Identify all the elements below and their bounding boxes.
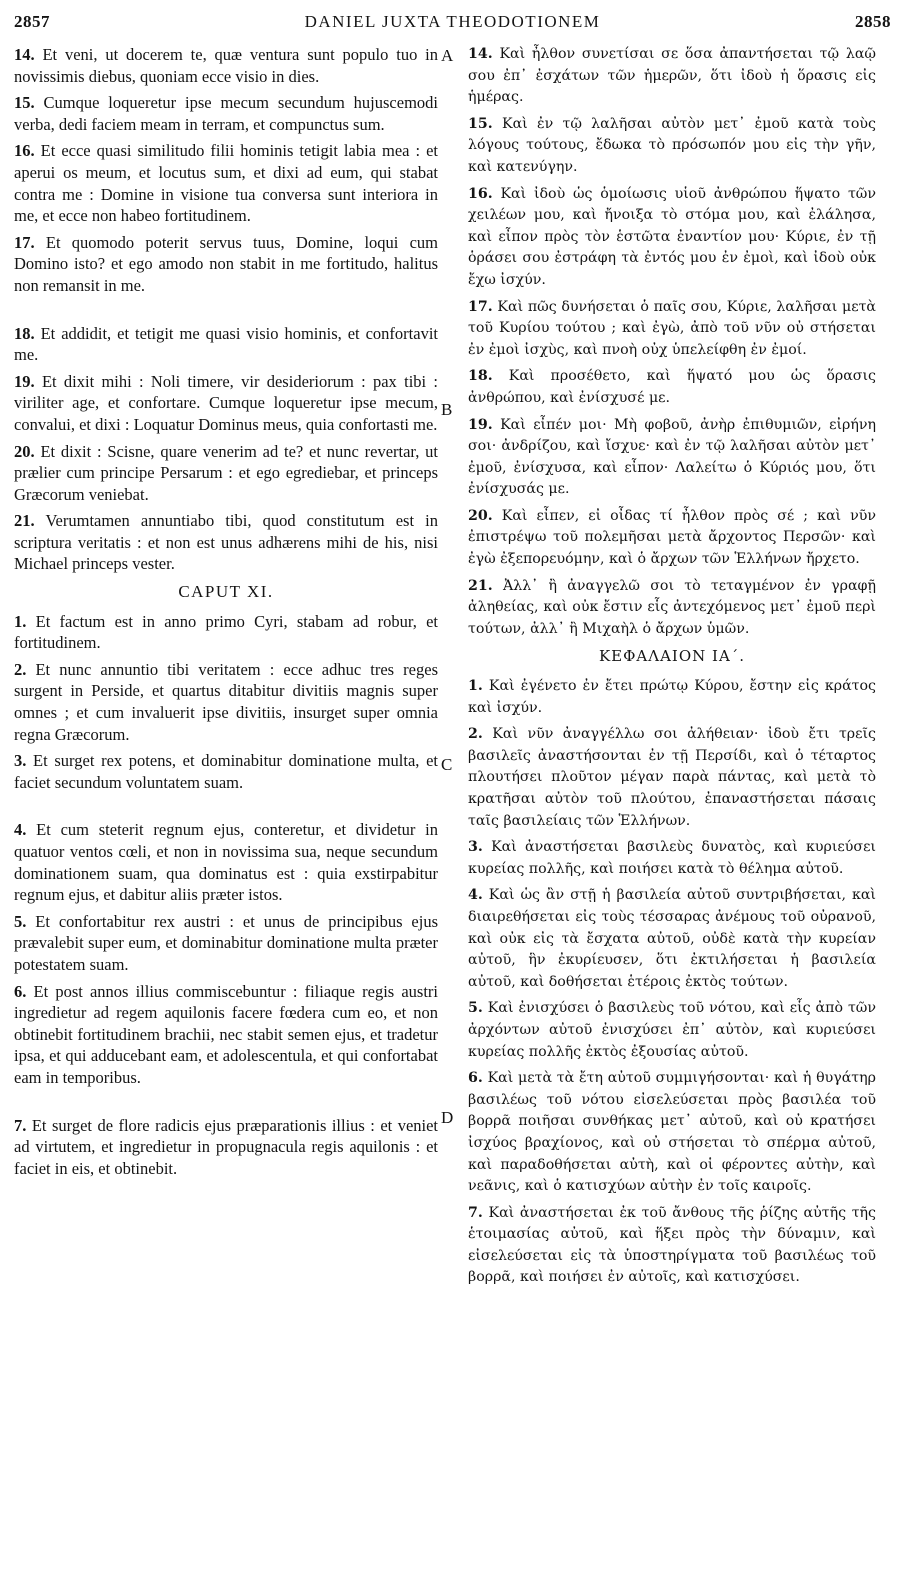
greek-chapter-verse-6: 6. Καὶ μετὰ τὰ ἔτη αὐτοῦ συμμιγήσονται· καὶ ἡ θυγάτηρ βασιλέως τοῦ νότου εἰσελεύσεται πρὸς βασιλέα τοῦ βορρᾶ ποιῆσαι συνθήκας μετ᾽ αὐτοῦ, καὶ οὐ κρατήσει ἰσχύος βραχίονος, καὶ οὐ στήσεται τὸ σπέρμα αὐτοῦ, καὶ παραδοθήσεται αὐτὴ, καὶ οἱ φέροντες αὐτὴν, καὶ νεᾶνις, καὶ ὁ κατισχύων αὐτὴν ἐν τοῖς καιροῖς. (468, 1070, 876, 1195)
greek-chapter-verse-7: 7. Καὶ ἀναστήσεται ἐκ τοῦ ἄνθους τῆς ῥίζης αὐτῆς τῆς ἑτοιμασίας αὐτοῦ, καὶ ἥξει πρὸς τὴν δύναμιν, καὶ εἰσελεύσεται εἰς τὰ ὑποστηρίγματα τοῦ βασιλέως τοῦ βορρᾶ, καὶ ποιήσει ἐν αὐτοῖς, καὶ κατισχύσει. (468, 1204, 876, 1286)
latin-chapter-verse-5: 5. Et confortabitur rex austri : et unus de principibus ejus prævalebit super eum, et dominabitur dominatione multa præter potestatem suam. (14, 911, 438, 974)
greek-verse-18: 18. Καὶ προσέθετο, καὶ ἥψατό μου ὡς ὅρασις ἀνθρώπου, καὶ ἐνίσχυσέ με. (468, 368, 877, 406)
margin-marker-a: A (441, 46, 454, 65)
latin-verse-15: 15. Cumque loqueretur ipse mecum secundum hujuscemodi verba, dedi faciem meam in terram, et compunctus sum. (14, 93, 439, 134)
running-title: DANIEL JUXTA THEODOTIONEM (304, 12, 601, 31)
left-page-number: 2857 (14, 12, 50, 31)
greek-verse-19: 19. Καὶ εἶπέν μοι· Μὴ φοβοῦ, ἀνὴρ ἐπιθυμιῶν, εἰρήνη σοι· ἀνδρίζου, καὶ ἴσχυε· καὶ ἐν τῷ λαλῆσαι αὐτὸν μετ᾽ ἐμοῦ, ἐνίσχυσα, καὶ εἶπον· Λαλείτω ὁ Κύριός μου, ὅτι ἐνίσχυσάς με. (468, 416, 876, 498)
latin-chapter-verse-7: 7. Et surget de flore radicis ejus præparationis illius : et veniet ad virtutem, et ingredietur in propugnacula regis aquilonis : et faciet in eis, et obtinebit. (14, 1115, 439, 1178)
latin-chapter-verse-4: 4. Et cum steterit regnum ejus, conteretur, et dividetur in quatuor ventos cœli, et non in novissima sua, neque secundum dominationem suam, qua dominatus est : quia exstirpabitur regnum ejus, et dabitur aliis præter istos. (14, 820, 438, 905)
latin-chapter-verse-2: 2. Et nunc annuntio tibi veritatem : ecce adhuc tres reges surgent in Perside, et quartus ditabitur divitiis magnis super omnes ; et cum invaluerit ipse divitiis, insurget super omnia regna Græcorum. (14, 659, 438, 744)
greek-verse-21: 21. Ἀλλ᾽ ἢ ἀναγγελῶ σοι τὸ τεταγμένον ἐν γραφῇ ἀληθείας, καὶ οὐκ ἔστιν εἷς ἀντεχόμενος μετ᾽ ἐμοῦ περὶ τούτων, ἀλλ᾽ ἢ Μιχαὴλ ὁ ἄρχων ὑμῶν. (468, 577, 876, 637)
latin-verse-17: 17. Et quomodo poterit servus tuus, Domine, loqui cum Domino isto? et ego amodo non stabit in me fortitudo, halitus non remansit in me. (14, 232, 439, 295)
latin-chapter-verse-1: 1. Et factum est in anno primo Cyri, stabam ad robur, et fortitudinem. (14, 611, 439, 653)
running-header (14, 12, 891, 38)
greek-column (468, 44, 876, 1294)
greek-chapter-verse-3: 3. Καὶ ἀναστήσεται βασιλεὺς δυνατὸς, καὶ κυριεύσει κυρείας πολλῆς, καὶ ποιήσει κατὰ τὸ θέλημα αὐτοῦ. (468, 839, 876, 877)
latin-verse-16: 16. Et ecce quasi similitudo filii hominis tetigit labia mea : et aperui os meum, et locutus sum, et dixi ad eum, qui stabat contra me : Domine in visione tua conversa sunt interiora in me, et ecce non habeo fortitudinem. (14, 141, 438, 226)
greek-verse-20: 20. Καὶ εἶπεν, εἰ οἶδας τί ἦλθον πρὸς σέ ; καὶ νῦν ἐπιστρέψω τοῦ πολεμῆσαι μετὰ ἄρχοντος Περσῶν· καὶ ἐγὼ ἐξεπορευόμην, καὶ ὁ ἄρχων τῶν Ἑλλήνων ἤρχετο. (468, 507, 876, 568)
greek-verse-16: 16. Καὶ ἰδοὺ ὡς ὁμοίωσις υἱοῦ ἀνθρώπου ἥψατο τῶν χειλέων μου, καὶ ἤνοιξα τὸ στόμα μου, καὶ ἐλάλησα, καὶ εἶπον πρὸς τὸν ἑστῶτα ἐναντίον μου· Κύριε, ἐν τῇ ὁράσει σου ἐστράφη τὰ ἐντός μου ἐν ἐμοὶ, καὶ ἰδοὺ οὐκ ἔχω ἰσχύν. (468, 185, 877, 288)
latin-chapter-heading: CAPUT XI. (178, 582, 274, 602)
latin-verse-19: 19. Et dixit mihi : Noli timere, vir desideriorum : pax tibi : viriliter age, et confortare. Cumque loqueretur ipse mecum, convalui, et dixi : Loquatur Dominus meus, quia confortasti me. (14, 371, 439, 434)
margin-marker-d: D (441, 1108, 454, 1127)
greek-chapter-heading: ΚΕΦΑΛΑΙΟΝ ΙΑ΄. (598, 647, 746, 666)
latin-verse-20: 20. Et dixit : Scisne, quare venerim ad te? et nunc revertar, ut prælier cum principe Persarum : et ego egrediebar, et princeps Græcorum veniebat. (14, 441, 439, 504)
right-page-number: 2858 (855, 12, 891, 31)
latin-verse-21: 21. Verumtamen annuntiabo tibi, quod constitutum est in scriptura veritatis : et non est unus adhærens mihi de his, nisi Michael princeps vester. (14, 511, 439, 574)
latin-verse-14: 14. Et veni, ut docerem te, quæ ventura sunt populo tuo in novissimis diebus, quoniam ecce visio in dies. (14, 45, 438, 86)
greek-verse-14: 14. Καὶ ἦλθον συνετίσαι σε ὅσα ἀπαντήσεται τῷ λαῷ σου ἐπ᾽ ἐσχάτων τῶν ἡμερῶν, ὅτι ἰδοὺ ἡ ὅρασις εἰς ἡμέρας. (468, 46, 876, 106)
greek-verse-17: 17. Καὶ πῶς δυνήσεται ὁ παῖς σου, Κύριε, λαλῆσαι μετὰ τοῦ Κυρίου τούτου ; καὶ ἐγὼ, ἀπὸ τοῦ νῦν οὐ στήσεται ἐν ἐμοὶ ἰσχὺς, καὶ πνοὴ οὐχ ὑπελείφθη ἐν ἐμοί. (468, 298, 876, 358)
latin-column (14, 44, 438, 1184)
greek-chapter-verse-5: 5. Καὶ ἐνισχύσει ὁ βασιλεὺς τοῦ νότου, καὶ εἷς ἀπὸ τῶν ἀρχόντων αὐτοῦ ἐνισχύσει ἐπ᾽ αὐτὸν, καὶ κυριεύσει κυρείας πολλῆς ἐκτὸς ἐξουσίας αὐτοῦ. (468, 1000, 877, 1060)
margin-marker-b: B (441, 400, 453, 419)
greek-chapter-verse-1: 1. Καὶ ἐγένετο ἐν ἔτει πρώτῳ Κύρου, ἔστην εἰς κράτος καὶ ἰσχύν. (468, 678, 877, 716)
latin-verse-18: 18. Et addidit, et tetigit me quasi visio hominis, et confortavit me. (14, 323, 438, 365)
latin-chapter-verse-3: 3. Et surget rex potens, et dominabitur dominatione multa, et faciet secundum voluntatem suam. (14, 751, 438, 792)
greek-verse-15: 15. Καὶ ἐν τῷ λαλῆσαι αὐτὸν μετ᾽ ἐμοῦ κατὰ τοὺς λόγους τούτους, ἔδωκα τὸ πρόσωπόν μου εἰς τὴν γῆν, καὶ κατενύγην. (468, 115, 876, 175)
greek-chapter-verse-4: 4. Καὶ ὡς ἂν στῇ ἡ βασιλεία αὐτοῦ συντριβήσεται, καὶ διαιρεθήσεται εἰς τοὺς τέσσαρας ἀνέμους τοῦ οὐρανοῦ, καὶ οὐκ εἰς τὰ ἔσχατα αὐτοῦ, οὐδὲ κατὰ τὴν κυρείαν αὐτοῦ, ἣν ἐκυρίευσεν, ὅτι ἐκτιλήσεται ἡ βασιλεία αὐτοῦ, καὶ δοθήσεται ἑτέροις ἐκτὸς τούτων. (468, 887, 876, 990)
margin-marker-c: C (441, 755, 453, 774)
greek-chapter-verse-2: 2. Καὶ νῦν ἀναγγέλλω σοι ἀλήθειαν· ἰδοὺ ἔτι τρεῖς βασιλεῖς ἀναστήσονται ἐν τῇ Περσίδι, καὶ ὁ τέταρτος πλουτήσει πλοῦτον μέγαν παρὰ πάντας, καὶ μετὰ τὸ κρατῆσαι αὐτὸν τοῦ πλούτου, ἐπαναστήσεται πάσαις ταῖς βασιλείαις τῶν Ἑλλήνων. (468, 726, 876, 829)
latin-chapter-verse-6: 6. Et post annos illius commiscebuntur : filiaque regis austri ingredietur ad regem aquilonis facere fœdera cum eo, et non obtinebit fortitudinem brachii, nec stabit semen ejus, et tradetur ipsa, et qui adducebant eam, et adolescentula, et qui confortabat eam in temporibus. (14, 981, 438, 1087)
